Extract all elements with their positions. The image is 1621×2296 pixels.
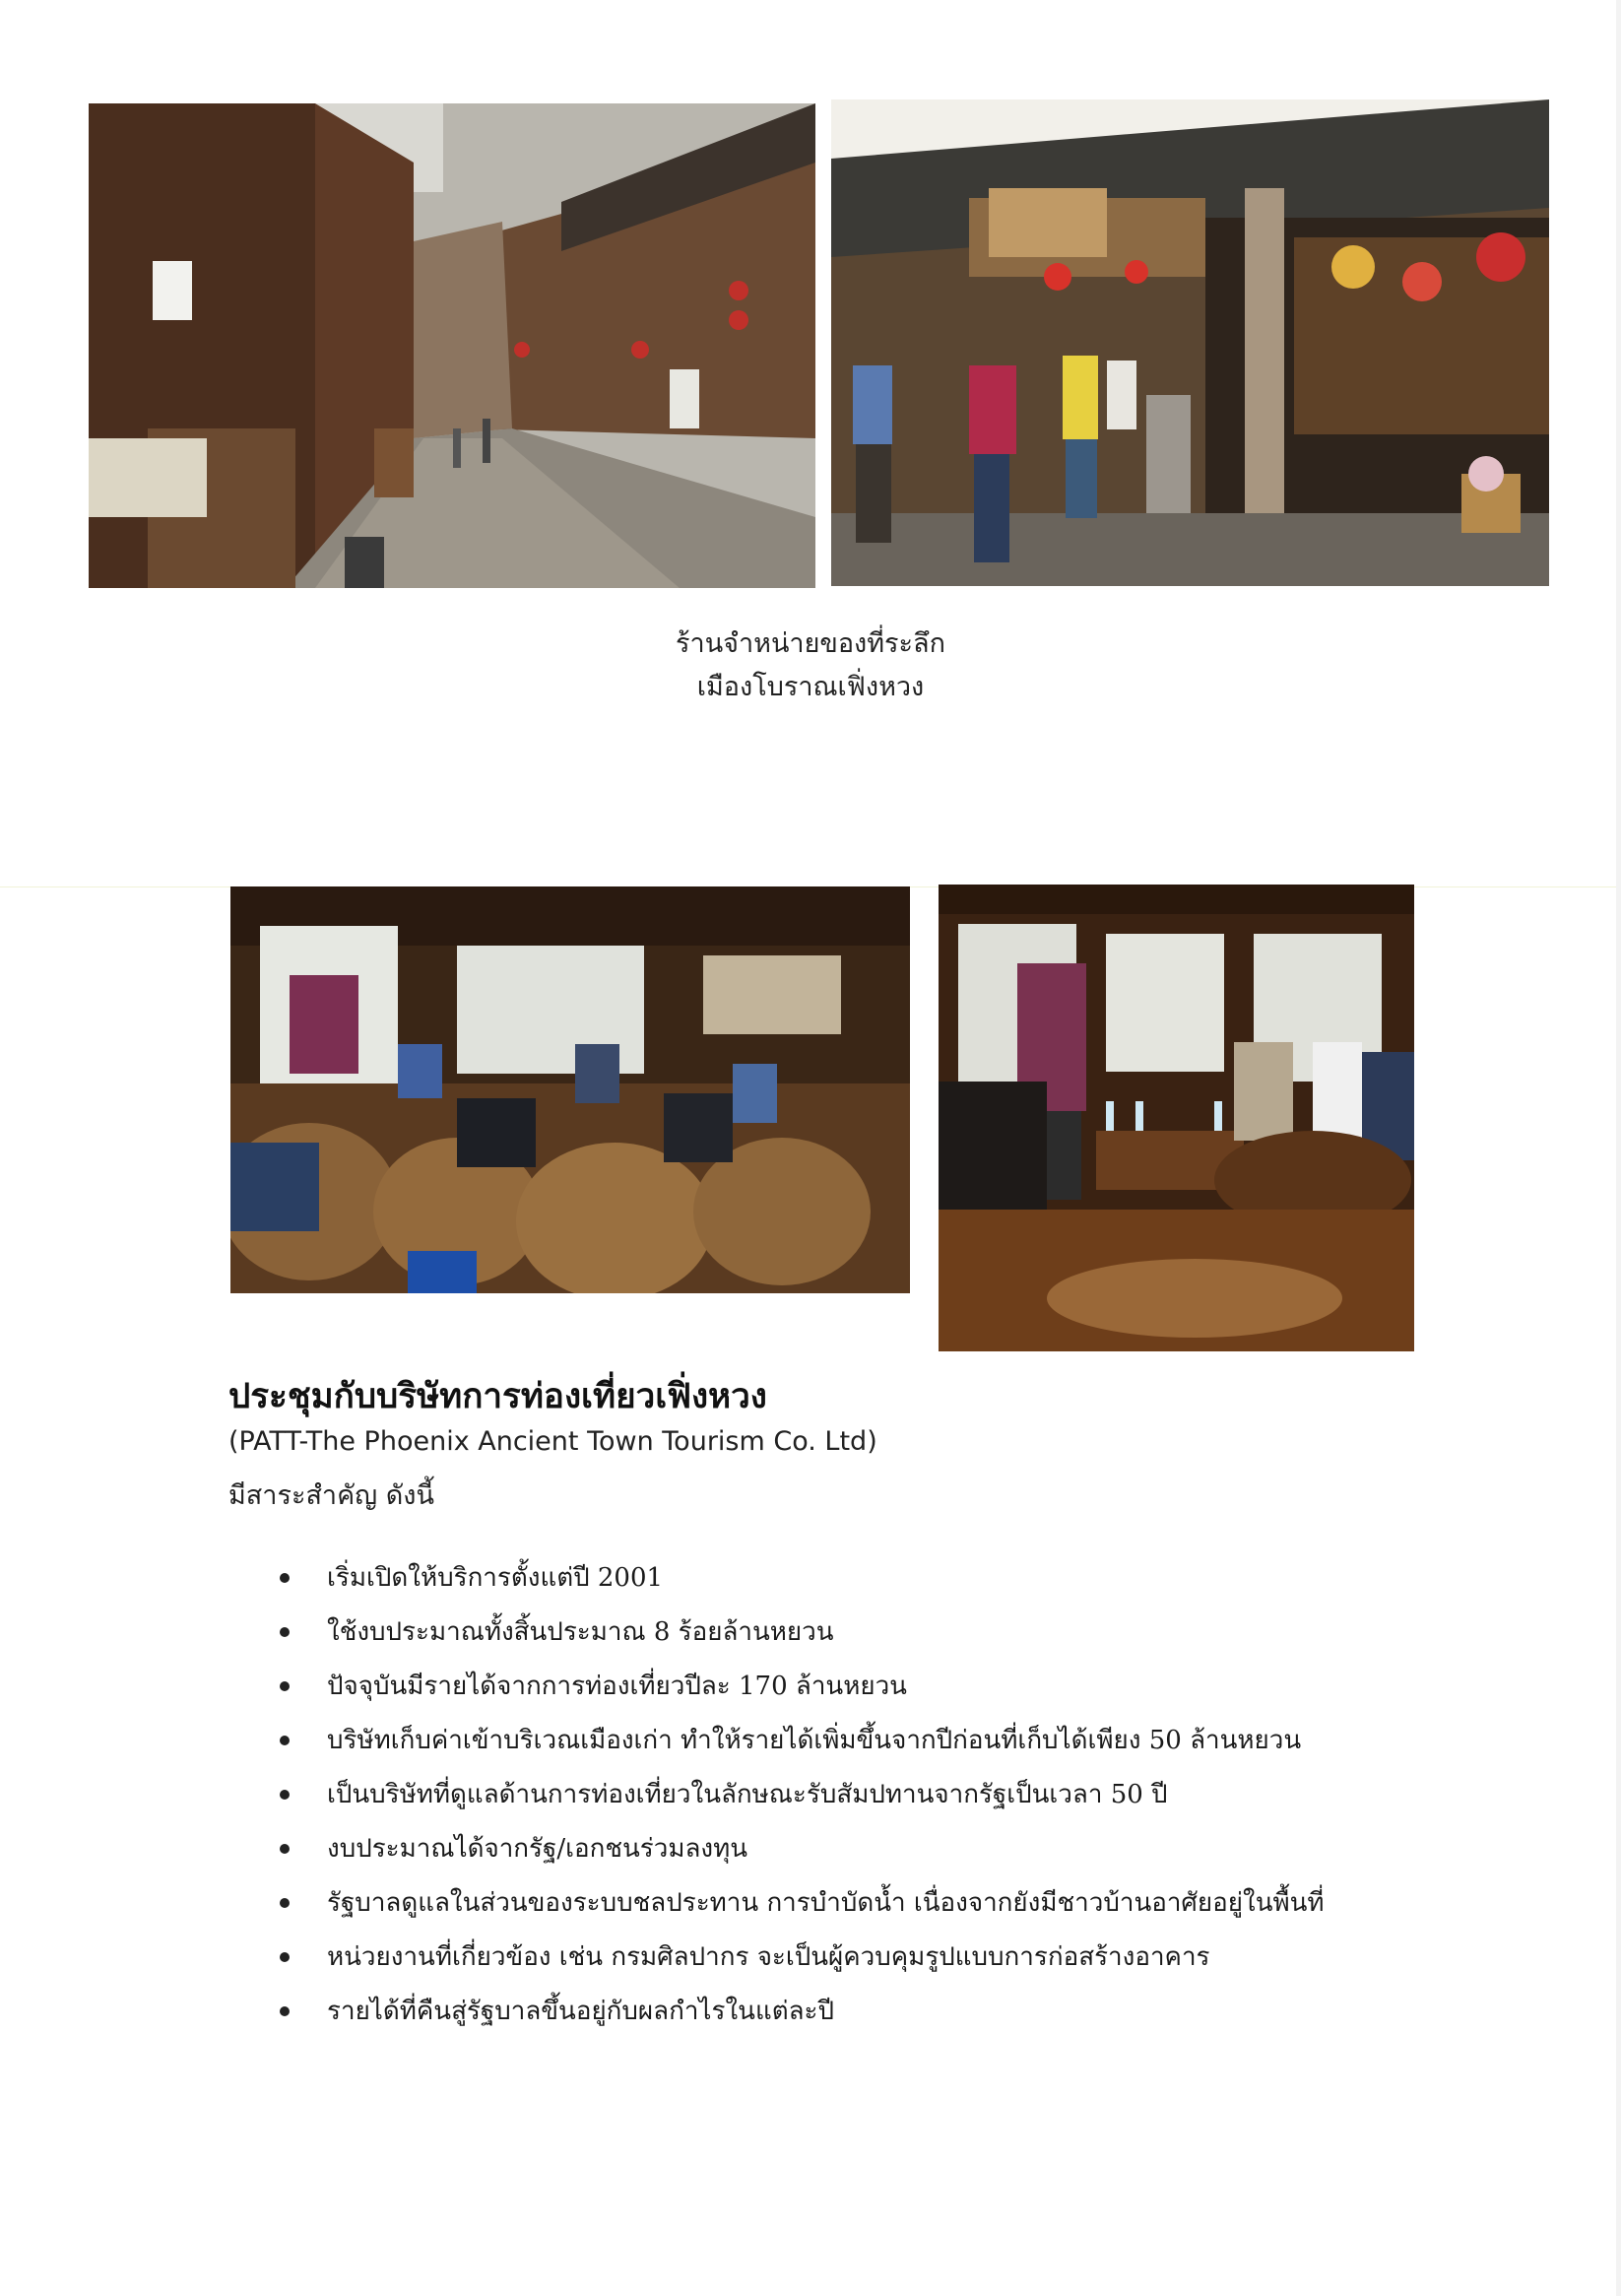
list-item-text: เป็นบริษัทที่ดูแลด้านการท่องเที่ยวในลักษณะรับสัมปทานจากรัฐเป็นเวลา 50 ปี [327,1780,1168,1809]
photo-souvenir-shop [831,99,1549,586]
photo-caption [0,623,1621,709]
list-item-text: บริษัทเก็บค่าเข้าบริเวณเมืองเก่า ทำให้รายได้เพิ่มขึ้นจากปีก่อนที่เก็บได้เพียง 50 ล้านหยวน [327,1726,1302,1755]
list-item [276,1827,1325,1881]
list-item [276,1990,1325,2044]
photo-old-town-street [89,103,815,588]
list-item [276,1719,1325,1773]
bullet-icon [280,1573,290,1583]
photo-meeting-table [939,885,1414,1351]
meeting-key-points [276,1556,1325,2044]
bullet-icon [280,2006,290,2016]
list-item-text: ปัจจุบันมีรายได้จากการท่องเที่ยวปีละ 170 ล้านหยวน [327,1672,907,1701]
caption-line-2: เมืองโบราณเฟิ่งหวง [696,672,925,702]
list-item-text: งบประมาณได้จากรัฐ/เอกชนร่วมลงทุน [327,1834,748,1864]
list-item-text: รายได้ที่คืนสู่รัฐบาลขึ้นอยู่กับผลกำไรในแต่ละปี [327,1997,834,2026]
bullet-icon [280,1898,290,1908]
list-item [276,1556,1325,1610]
photo-meeting-room-wide [230,886,910,1293]
meeting-subtitle: (PATT-The Phoenix Ancient Town Tourism Co. Ltd) [228,1426,877,1457]
list-item-text: ใช้งบประมาณทั้งสิ้นประมาณ 8 ร้อยล้านหยวน [327,1617,834,1647]
list-item-text: รัฐบาลดูแลในส่วนของระบบชลประทาน การบำบัดน้ำ เนื่องจากยังมีชาวบ้านอาศัยอยู่ในพื้นที่ [327,1888,1325,1918]
list-item-text: หน่วยงานที่เกี่ยวข้อง เช่น กรมศิลปากร จะเป็นผู้ควบคุมรูปแบบการก่อสร้างอาคาร [327,1942,1210,1972]
scan-edge [1616,0,1621,2296]
bullet-icon [280,1627,290,1637]
bullet-icon [280,1952,290,1962]
list-item [276,1935,1325,1990]
bullet-icon [280,1844,290,1854]
list-item-text: เริ่มเปิดให้บริการตั้งแต่ปี 2001 [327,1563,664,1593]
list-item [276,1773,1325,1827]
list-item [276,1610,1325,1665]
bullet-icon [280,1790,290,1800]
bullet-icon [280,1681,290,1691]
caption-line-1: ร้านจำหน่ายของที่ระลึก [676,628,945,659]
meeting-intro: มีสาระสำคัญ ดังนี้ [228,1480,434,1511]
list-item [276,1665,1325,1719]
bullet-icon [280,1736,290,1745]
meeting-title: ประชุมกับบริษัทการท่องเที่ยวเฟิ่งหวง [228,1376,767,1416]
list-item [276,1881,1325,1935]
